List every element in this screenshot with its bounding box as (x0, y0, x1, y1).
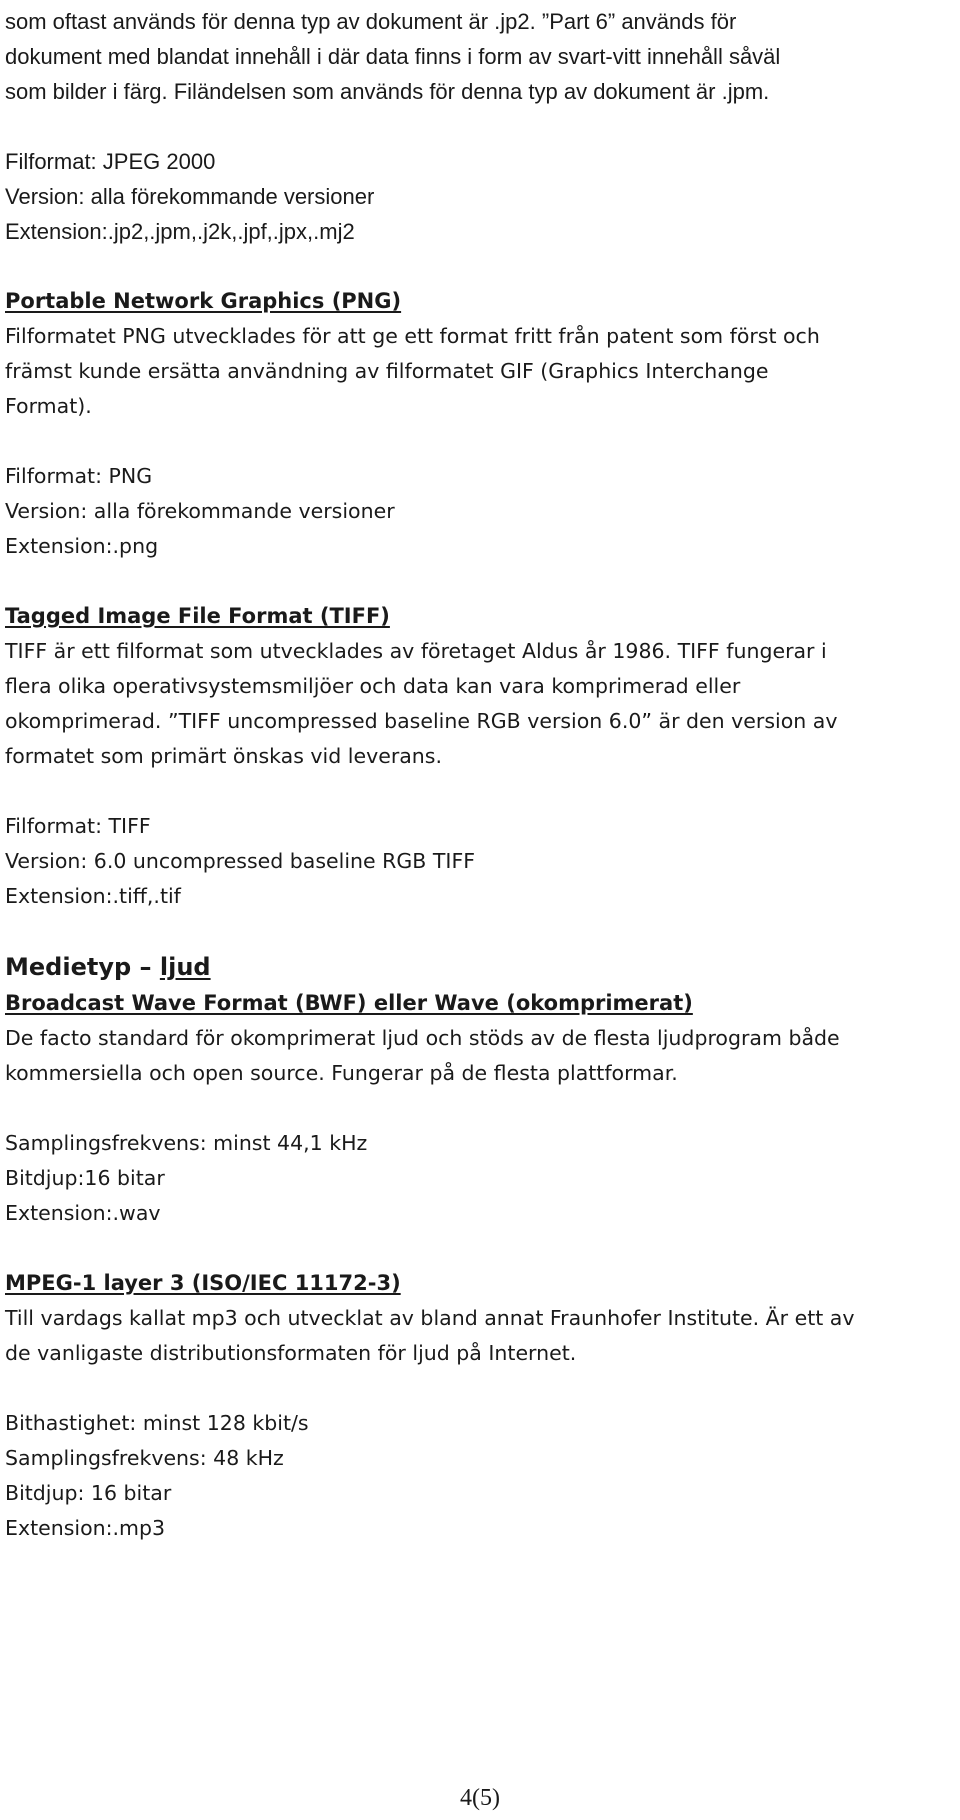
png-format: Filformat: PNG (5, 464, 153, 488)
tiff-extension: Extension:.tiff,.tif (5, 884, 181, 908)
audio-section-heading (5, 949, 955, 986)
tiff-description-line: TIFF är ett filformat som utvecklades av företaget Aldus år 1986. TIFF fungerar i (5, 639, 827, 663)
jpeg2000-format: Filformat: JPEG 2000 (5, 149, 216, 174)
png-description-line: främst kunde ersätta användning av filformatet GIF (Graphics Interchange (5, 359, 769, 383)
tiff-format: Filformat: TIFF (5, 814, 151, 838)
jpeg2000-extension: Extension:.jp2,.jpm,.j2k,.jpf,.jpx,.mj2 (5, 219, 355, 244)
bwf-bitdepth: Bitdjup:16 bitar (5, 1166, 165, 1190)
audio-section-prefix: Medietyp – (5, 953, 160, 981)
mp3-heading: MPEG-1 layer 3 (ISO/IEC 11172-3) (5, 1271, 401, 1295)
page-number: 4(5) (460, 1785, 500, 1811)
png-version: Version: alla förekommande versioner (5, 499, 395, 523)
bwf-extension: Extension:.wav (5, 1201, 161, 1225)
jpeg2000-version: Version: alla förekommande versioner (5, 184, 375, 209)
tiff-version: Version: 6.0 uncompressed baseline RGB TIFF (5, 849, 476, 873)
document-body (5, 4, 955, 1546)
mp3-description-line: de vanligaste distributionsformaten för ljud på Internet. (5, 1341, 577, 1365)
tiff-heading: Tagged Image File Format (TIFF) (5, 604, 390, 628)
tiff-description-line: formatet som primärt önskas vid leverans. (5, 744, 442, 768)
mp3-sampling: Samplingsfrekvens: 48 kHz (5, 1446, 284, 1470)
bwf-heading: Broadcast Wave Format (BWF) eller Wave (okomprimerat) (5, 991, 693, 1015)
intro-line: som oftast används för denna typ av dokument är .jp2. ”Part 6” används för (5, 9, 737, 34)
png-description-line: Filformatet PNG utvecklades för att ge ett format fritt från patent som först och (5, 324, 820, 348)
bwf-description-line: kommersiella och open source. Fungerar på de flesta plattformar. (5, 1061, 678, 1085)
mp3-bitdepth: Bitdjup: 16 bitar (5, 1481, 172, 1505)
tiff-description-line: flera olika operativsystemsmiljöer och data kan vara komprimerad eller (5, 674, 741, 698)
bwf-description-line: De facto standard för okomprimerat ljud och stöds av de flesta ljudprogram både (5, 1026, 840, 1050)
mp3-description-line: Till vardags kallat mp3 och utvecklat av bland annat Fraunhofer Institute. Är ett av (5, 1306, 855, 1330)
intro-line: dokument med blandat innehåll i där data finns i form av svart-vitt innehåll såväl (5, 44, 781, 69)
mp3-extension: Extension:.mp3 (5, 1516, 166, 1540)
audio-section-word: ljud (159, 953, 211, 981)
png-description-line: Format). (5, 394, 92, 418)
bwf-sampling: Samplingsfrekvens: minst 44,1 kHz (5, 1131, 368, 1155)
png-heading: Portable Network Graphics (PNG) (5, 289, 402, 313)
tiff-description-line: okomprimerad. ”TIFF uncompressed baseline RGB version 6.0” är den version av (5, 709, 838, 733)
png-extension: Extension:.png (5, 534, 159, 558)
intro-line: som bilder i färg. Filändelsen som används för denna typ av dokument är .jpm. (5, 79, 770, 104)
mp3-bitrate: Bithastighet: minst 128 kbit/s (5, 1411, 309, 1435)
